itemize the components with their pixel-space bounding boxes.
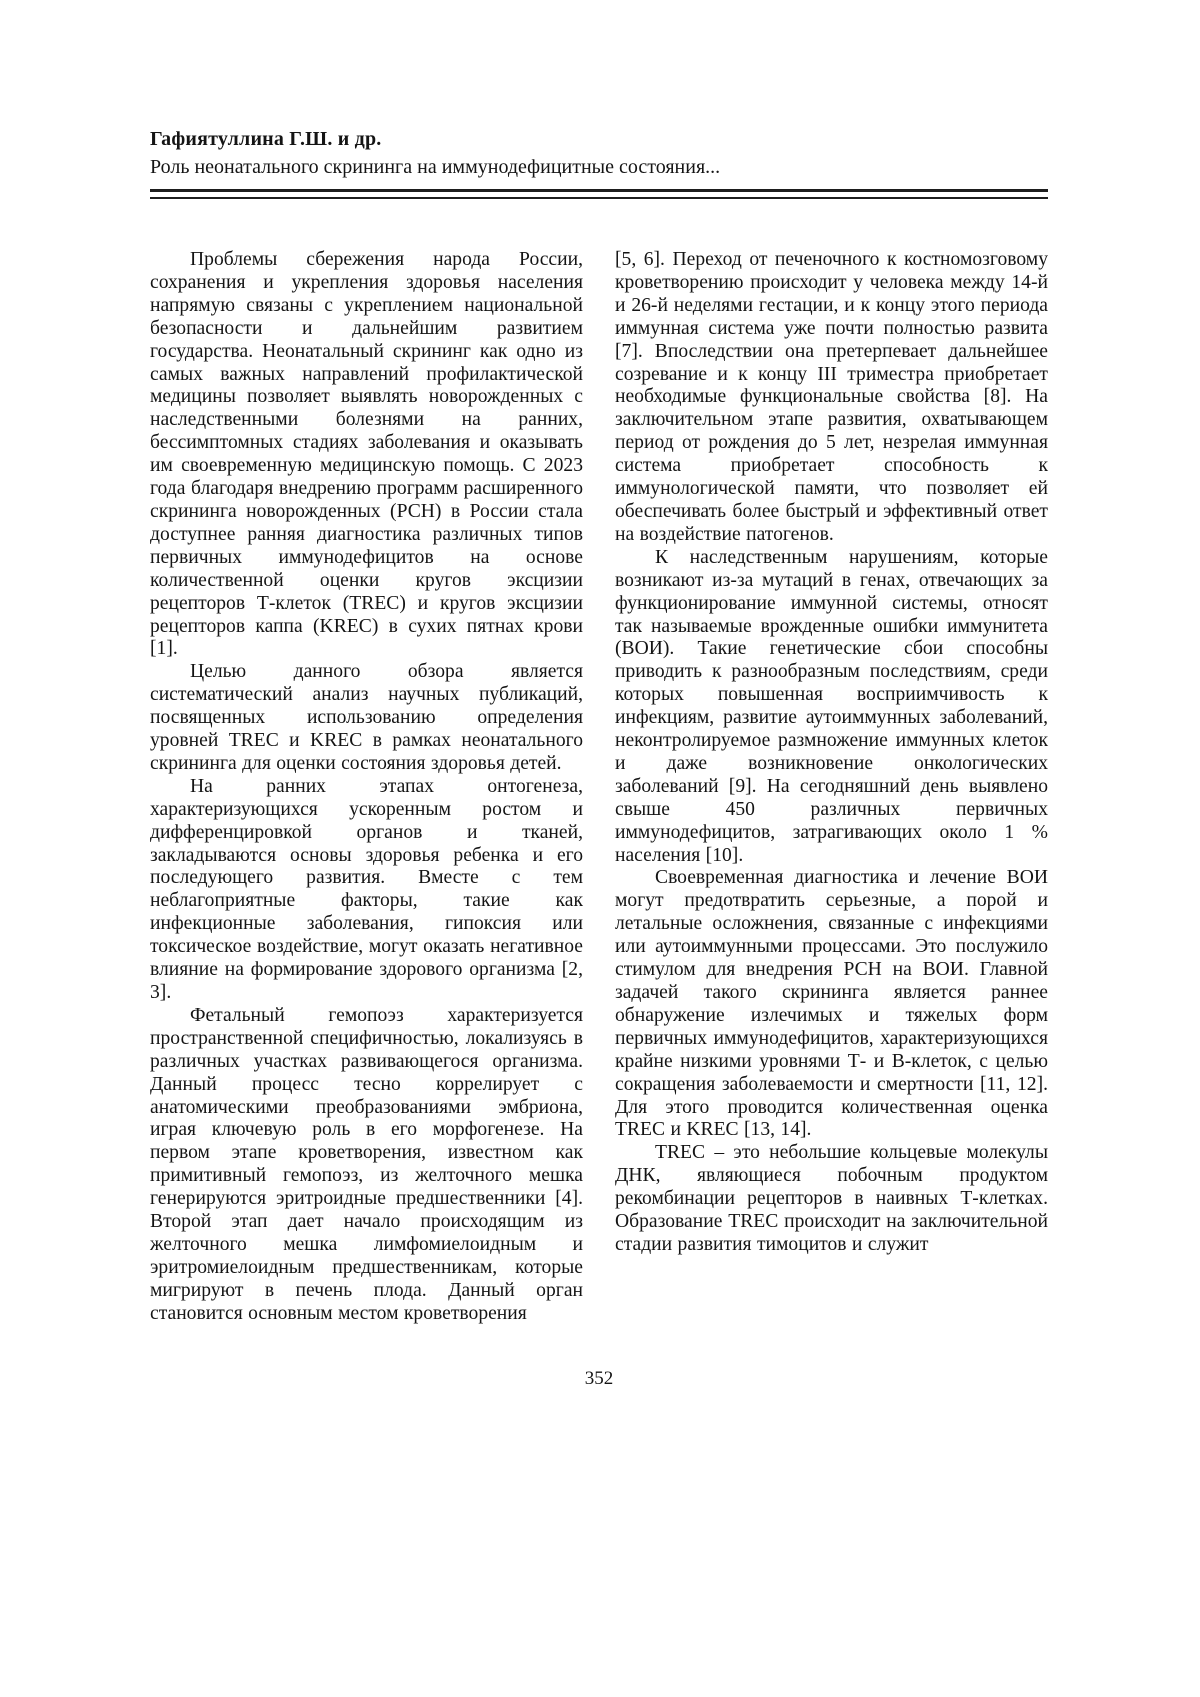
paragraph: Своевременная диагностика и лечение ВОИ могут предотвратить серьезные, а порой и летальные осложнения, связанные с инфекциями или аутоиммунными процессами. Это послужило стимулом для внедрения РСН на ВОИ. Главной задачей такого скрининга является раннее обнаружение излечимых и тяжелых форм первичных иммунодефицитов, характеризующихся крайне низкими уровнями Т- и В-клеток, с целью сокращения заболеваемости и смертности [11, 12]. Для этого проводится количественная оценка TREC и KREC [13, 14].: [615, 867, 1048, 1141]
page-header: [150, 126, 1048, 199]
paragraph-continuation: [5, 6]. Переход от печеночного к костномозговому кроветворению происходит у человека между 14-й и 26-й неделями гестации, и к концу этого периода иммунная система уже почти полностью развита [7]. Впоследствии она претерпевает дальнейшее созревание и к концу III триместра приобретает необходимые функциональные свойства [8]. На заключительном этапе развития, охватывающем период от рождения до 5 лет, незрелая иммунная система приобретает способность к иммунологической памяти, что позволяет ей обеспечивать более быстрый и эффективный ответ на воздействие патогенов.: [615, 249, 1048, 545]
header-article-title: Роль неонатального скрининга на иммунодефицитные состояния...: [150, 156, 721, 178]
paragraph: Фетальный гемопоэз характеризуется пространственной специфичностью, локализуясь в различных участках развивающегося организма. Данный процесс тесно коррелирует с анатомическими преобразованиями эмбриона, играя ключевую роль в его морфогенезе. На первом этапе кроветворения, известном как примитивный гемопоэз, из желточного мешка генерируются эритроидные предшественники [4]. Второй этап дает начало происходящим из желточного мешка лимфомиелоидным и эритромиелоидным предшественникам, которые мигрируют в печень плода. Данный орган становится основным местом кроветворения: [150, 1004, 583, 1324]
paragraph: Проблемы сбережения народа России, сохранения и укрепления здоровья населения напрямую связаны с укреплением национальной безопасности и дальнейшим развитием государства. Неонатальный скрининг как одно из самых важных направлений профилактической медицины позволяет выявлять новорожденных с наследственными болезнями на ранних, бессимптомных стадиях заболевания и оказывать им своевременную медицинскую помощь. С 2023 года благодаря внедрению программ расширенного скрининга новорожденных (РСН) в России стала доступнее ранняя диагностика различных типов первичных иммунодефицитов на основе количественной оценки кругов эксцизии рецепторов Т-клеток (TREC) и кругов эксцизии рецепторов каппа (KREC) в сухих пятнах крови [1].: [150, 249, 583, 660]
article-body: [150, 249, 1048, 1326]
page-footer: [150, 1368, 1048, 1390]
paragraph: На ранних этапах онтогенеза, характеризующихся ускоренным ростом и дифференцировкой органов и тканей, закладываются основы здоровья ребенка и его последующего развития. Вместе с тем неблагоприятные факторы, такие как инфекционные заболевания, гипоксия или токсическое воздействие, могут оказать негативное влияние на формирование здорового организма [2, 3].: [150, 775, 583, 1003]
paragraph: TREC – это небольшие кольцевые молекулы ДНК, являющиеся побочным продуктом рекомбинации рецепторов в наивных Т-клетках. Образование TREC происходит на заключительной стадии развития тимоцитов и служит: [615, 1142, 1048, 1255]
column-right: [615, 249, 1048, 1326]
column-left: [150, 249, 583, 1326]
header-authors: Гафиятуллина Г.Ш. и др.: [150, 128, 382, 150]
page-number: 352: [584, 1367, 614, 1389]
header-divider-rule: [150, 189, 1048, 199]
paragraph: Целью данного обзора является систематический анализ научных публикаций, посвященных использованию определения уровней TREC и KREC в рамках неонатального скрининга для оценки состояния здоровья детей.: [150, 661, 583, 774]
paragraph: К наследственным нарушениям, которые возникают из-за мутаций в генах, отвечающих за функционирование иммунной системы, относят так называемые врожденные ошибки иммунитета (ВОИ). Такие генетические сбои способны приводить к разнообразным последствиям, среди которых повышенная восприимчивость к инфекциям, развитие аутоиммунных заболеваний, неконтролируемое размножение иммунных клеток и даже возникновение онкологических заболеваний [9]. На сегодняшний день выявлено свыше 450 различных первичных иммунодефицитов, затрагивающих около 1 % населения [10].: [615, 546, 1048, 866]
